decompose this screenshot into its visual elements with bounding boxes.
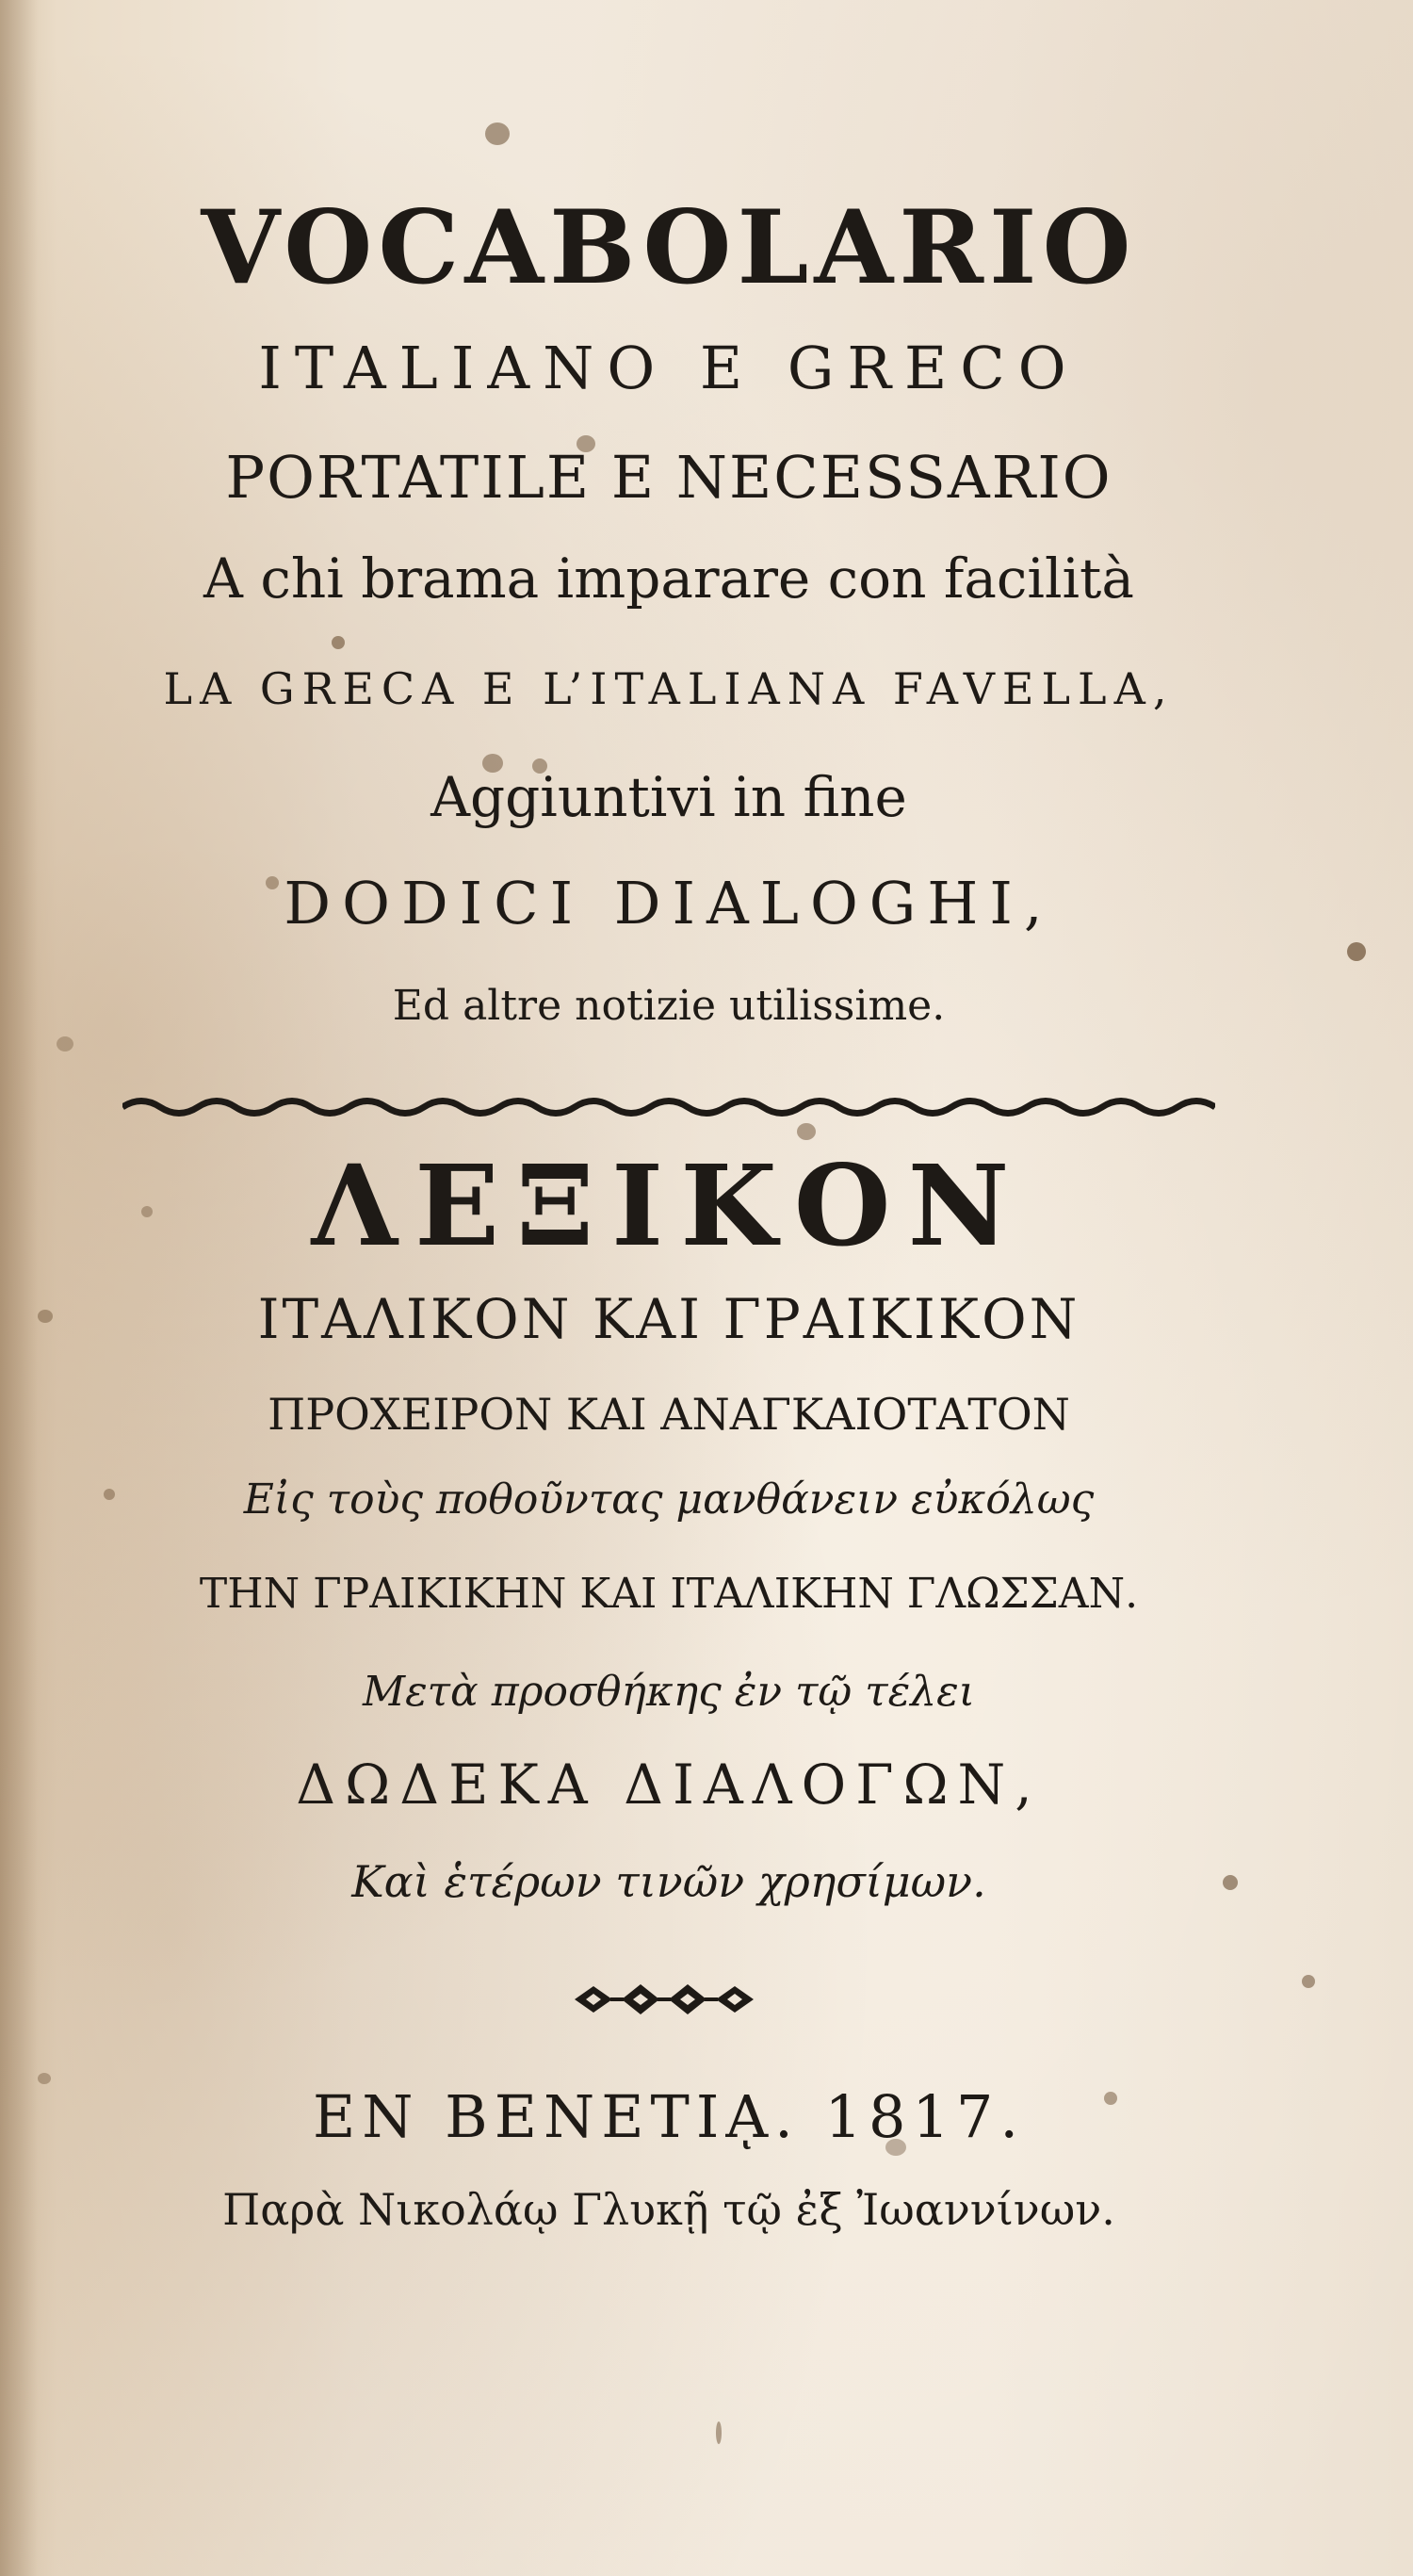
greek-subtitle-line: Εἰς τοὺς ποθοῦντας μανθάνειν εὐκόλως (243, 1475, 1095, 1524)
foxing-spot (57, 1036, 73, 1052)
foxing-spot (1302, 1975, 1315, 1988)
greek-subtitle-line: Καὶ ἑτέρων τινῶν χρησίμων. (351, 1856, 986, 1907)
foxing-spot (485, 122, 510, 145)
greek-subtitle-line: ΙΤΑΛΙΚΟΝ ΚΑΙ ΓΡΑΙΚΙΚΟΝ (257, 1287, 1080, 1351)
italian-subtitle-line: A chi brama imparare con facilità (203, 546, 1134, 611)
imprint-printer: Παρὰ Νικολάῳ Γλυκῇ τῷ ἐξ Ἰωαννίνων. (222, 2184, 1115, 2235)
italian-subtitle-line: DODICI DIALOGHI, (284, 869, 1054, 937)
greek-title: ΛΕΞΙΚΟΝ (311, 1140, 1027, 1271)
foxing-spot (797, 1123, 816, 1140)
foxing-spot (1347, 942, 1366, 961)
italian-subtitle-line: Ed altre notizie utilissime. (392, 982, 946, 1030)
foxing-spot (332, 636, 345, 649)
greek-subtitle-line: ΤΗΝ ΓΡΑΙΚΙΚΗΝ ΚΑΙ ΙΤΑΛΙΚΗΝ ΓΛΩΣΣΑΝ. (199, 1570, 1139, 1618)
italian-subtitle-line: ITALIANO E GRECO (258, 334, 1080, 402)
italian-subtitle-line: LA GRECA E L’ITALIANA FAVELLA, (163, 663, 1175, 714)
greek-subtitle-line: ΠΡΟΧΕΙΡΟΝ ΚΑΙ ΑΝΑΓΚΑΙΟΤΑΤΟΝ (268, 1389, 1070, 1440)
greek-subtitle-line: Μετὰ προσθήκης ἐν τῷ τέλει (363, 1668, 975, 1716)
wavy-divider-rule (122, 1091, 1215, 1123)
italian-subtitle-line: PORTATILE E NECESSARIO (225, 443, 1113, 512)
foxing-spot (716, 2421, 722, 2444)
greek-subtitle-line: ΔΩΔΕΚΑ ΔΙΑΛΟΓΩΝ, (296, 1753, 1042, 1817)
italian-title: VOCABOLARIO (201, 188, 1137, 307)
imprint-place-date: ΕΝ ΒΕΝΕΤΙᾼ. 1817. (312, 2082, 1026, 2151)
printers-ornament (565, 1973, 763, 2026)
italian-subtitle-line: Aggiuntivi in fine (430, 765, 907, 829)
